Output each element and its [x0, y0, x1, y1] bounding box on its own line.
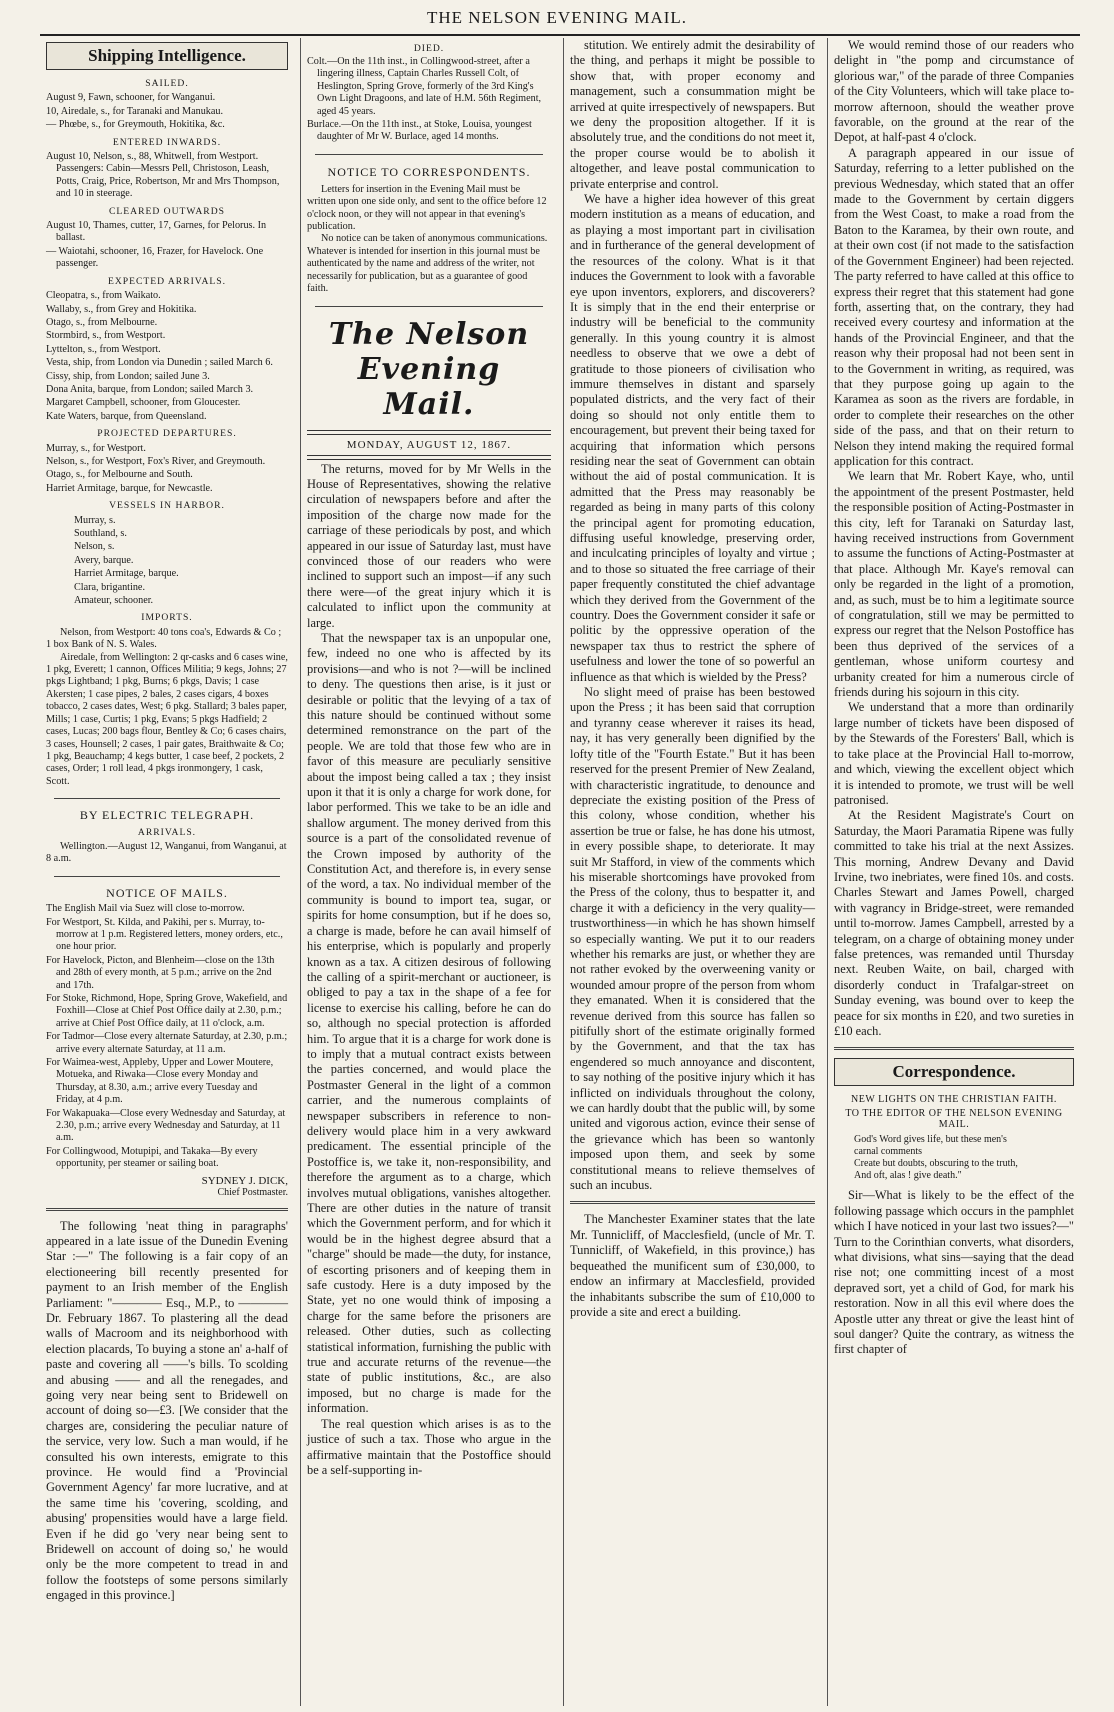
column-2: [300, 38, 557, 1706]
sailed-heading: SAILED.: [145, 78, 189, 89]
died-heading: DIED.: [413, 43, 445, 54]
divider: [54, 798, 280, 799]
column-3: [563, 38, 821, 1706]
list-item: Southland, s.: [74, 528, 127, 539]
list-item: Dona Anita, barque, from London; sailed March 3.: [46, 383, 254, 395]
expected-heading: EXPECTED ARRIVALS.: [107, 275, 227, 287]
list-item: For Wakapuaka—Close every Wednesday and Saturday, at 2.30, p.m.; arrive every Wednesday and Saturday, at 11 a.m.: [46, 1107, 286, 1144]
divider: [834, 1047, 1074, 1050]
leading-article-continued: [570, 38, 815, 1193]
list-item: And oft, alas ! give death.": [854, 1170, 962, 1182]
list-item: Nelson, s., for Westport, Fox's River, and Greymouth.: [46, 455, 266, 467]
projected-heading: PROJECTED DEPARTURES.: [97, 428, 237, 440]
list-item: For Tadmor—Close every alternate Saturday, at 2.30, p.m.; arrive every alternate Saturday, at 11 a.m.: [46, 1031, 288, 1055]
correspondence-heading: NEW LIGHTS ON THE CHRISTIAN FAITH.: [851, 1094, 1057, 1106]
projected-list: [46, 443, 288, 496]
harbor-heading: VESSELS IN HARBOR.: [109, 500, 225, 512]
mails-heading: NOTICE OF MAILS.: [106, 885, 228, 900]
list-item: Create but doubts, obscuring to the truth,: [854, 1158, 1018, 1170]
arrivals-text: Wellington.—August 12, Wanganui, from Wanganui, at 8 a.m.: [46, 840, 287, 865]
list-item: God's Word gives life, but these men's: [854, 1134, 1007, 1146]
list-item: For Waimea-west, Appleby, Upper and Lower Moutere, Motueka, and Riwaka—Close every Monday and Thursday, at 8.30, a.m.; arrive every Tuesday and Friday, at 4 p.m.: [46, 1057, 274, 1106]
died-list: [307, 56, 551, 144]
sailed-list: [46, 92, 288, 131]
list-item: The real question which arises is as to the justice of such a tax. Those who argue in the affirmative maintain that the Postoffice should be a self-supporting in-: [307, 1416, 551, 1477]
list-item: Murray, s., for Westport.: [46, 442, 146, 454]
list-item: Harriet Armitage, barque.: [74, 568, 179, 580]
list-item: Vesta, ship, from London via Dunedin ; sailed March 6.: [46, 357, 273, 369]
list-item: For Collingwood, Motupipi, and Takaka—By every opportunity, per steamer or sailing boat.: [46, 1145, 258, 1170]
list-item: We have a higher idea however of this great modern institution as a means of education, and as playing a most important part in civilisation and in furtherance of the general development of the resources of the colony. What is it that induces the Government to look with a favorable eye upon inventors, explorers, and discoverers? It is simply that in the end their enterprise or industry will be beneficial to the community generally. In this young country it is almost needless to observe that we owe a debt of gratitude to those pioneers of civilisation who immure themselves in distant and sparsely populated districts, and the very fact of their doing so should not only entitle them to encouragement, but prevent their being taxed for acquiring that information which persons residing near the seat of Government can obtain without the aid of postal communication. It is admitted that the Press may reasonably be regarded as being in many parts of this colony the principal agent for promoting education, diffusing useful knowledge, preserving order, and inculcating principles of loyalty and virtue ; and to those so situated the free carriage of their paper frequently constituted the chief advantage which they derived from the Government of the country. Does the Government consider it safe or politic by the oppressive operation of the newspaper tax thus to restrict the sphere of usefulness and lower the tone of so powerful an influence as that which is wielded by the Press?: [570, 192, 815, 684]
list-item: — Waiotahi, schooner, 16, Frazer, for Havelock. One passenger.: [46, 245, 264, 270]
masthead: THE NELSON EVENING MAIL.: [426, 8, 688, 27]
title-rule: [307, 430, 551, 435]
list-item: Amateur, schooner.: [74, 595, 154, 607]
list-item: That the newspaper tax is an unpopular one, few, indeed no one who is affected by its provisions—and who is not ?—will be inclined to deny. The questions then arise, is it just or desirable or politic that the levying of a tax of this nature should be continued without some determined remonstrance on the part of the people. We are told that those few who are in favor of this measure are peculiarly sensitive about the impost being called a tax ; they insist upon it that it is only a charge for work done, for labor performed. This we take to be an idle and shallow argument. The money derived from this source is a part of the consolidated revenue of the Crown imposed by authority of the Constitution Act, and therefore is, in every sense of the word, a tax. No individual member of the community is bound to import tea, sugar, or spirits for home consumption, but if he does so, a charge is made, before he can avail himself of his enterprise, which is popularly and properly known as a tax. A citizen desirous of following the calling of a spirit-merchant or auctioneer, is obliged to pay a tax in the shape of a fee for license to exercise his calling, before he can do so, although no special protection is afforded him. To argue that it is a charge for work done is to imply that a mutual contract exists between the parties concerned, and would place the Postmaster General in the light of a common carrier, and the numerous complaints of newspaper subscribers in reference to non-delivery would place him in a very awkward predicament. The essential principle of the Postoffice is, we take it, non-responsibility, and therefore the argument as to a charge, which involves mutual obligations, vanishes altogether. There are other duties in the nature of transit which the Government perform, and for which it would be in the highest degree absurd that a "charge" should be made—the duty, for instance, of escorting prisoners and of keeping them in safe custody. Here is a duty imposed by the State, yet no one would think of imposing a charge for the same before the prisoners are released. Other duties, such as collecting statistical information, furnishing the public with true and accurate returns of the revenue—the state of public institutions, &c., are also imposed, but no charge is made for the information.: [307, 630, 551, 1416]
list-item: The returns, moved for by Mr Wells in the House of Representatives, showing the relative circulation of newspapers before and after the imposition of the charge now made for the carriage of these periodicals by post, and which appeared in our issue of Saturday last, must have convinced those of our readers who were inclined to support such an impost—if any such there were—of the great injury which it is calculated to inflict upon the community at large.: [307, 461, 551, 630]
expected-list: [46, 290, 288, 423]
column-4: [827, 38, 1080, 1706]
list-item: Stormbird, s., from Westport.: [46, 330, 166, 342]
list-item: No notice can be taken of anonymous communications. Whatever is intended for insertion in this journal must be authenticated by the name and address of the writer, not necessarily for publication, but as a guarantee of good faith.: [307, 233, 548, 295]
list-item: Cleopatra, s., from Waikato.: [46, 290, 161, 302]
cleared-list: [46, 220, 288, 271]
list-item: Airedale, from Wellington: 2 qr-casks and 6 cases wine, 1 pkg, Everett; 1 cannon, Offices Militia; 9 kegs, Johns; 27 pkgs Lightband; 1 pkg, Burns; 6 pkgs, Davis; 1 case Akersten; 1 case pipes, 2 bales, 2 cases cigars, 4 boxes tobacco, 2 cases dates, West; 6 pkg. Stallard; 3 bales paper, Mills; 1 case, Curtis; 1 pkg, Evans; 5 pkgs Hadfield; 2 cases, Lucas; 200 bags flour, Bentley & Co; 6 cases chairs, 3 cases, Hounsell; 2 cases, 1 pair gates, Braithwaite & Co; 1 pkg, Beauchamp; 4 kegs butter, 1 case beef, 2 pockets, 2 cases, Order; 1 roll lead, 4 pkgs ironmongery, 1 cask, Scott.: [46, 651, 288, 787]
cleared-heading: CLEARED OUTWARDS: [109, 205, 225, 217]
leading-article: [307, 462, 551, 1479]
epigraph-verse: [834, 1134, 1074, 1182]
list-item: Margaret Campbell, schooner, from Gloucester.: [46, 397, 241, 409]
letter-text: Sir—What is likely to be the effect of the following passage which occurs in the pamphlet which I have noticed in your last two issues?—" Turn to the Corinthian converts, what disorders, what divisions, what sins—saying that the dead rise not; one committing incest of a most depraved sort, yet a child of God, for mark his restoration. Now in all this evil where does the Apostle utter any threat or give the least hint of soul danger? Quite the contrary, as witness the first chapter of: [834, 1188, 1074, 1357]
list-item: August 10, Thames, cutter, 17, Garnes, for Pelorus. In ballast.: [46, 220, 267, 244]
notice-heading: NOTICE TO CORRESPONDENTS.: [327, 164, 531, 179]
list-item: A paragraph appeared in our issue of Saturday, referring to a letter published on the previous Wednesday, which stated that an offer made to the Government by certain diggers from the West Coast, to make a road from the Baton to the Karamea, by their own route, and at their own cost (if not made to the satisfaction of the Government Engineer) had been rejected. The party referred to have called at this office to express their regret that this statement had gone forth, asserting that, on the contrary, they had received every courtesy and information at the hands of the Provincial Engineer, and that the reason why their proposal had not been sent in to the Government in writing, as required, was that they purpose going up again to the Karamea as soon as the rivers are fordable, in order to complete their researches on the other side of the pass, and that on their return to Nelson they intend making the required formal application for this contract.: [834, 145, 1074, 468]
local-news: [834, 38, 1074, 1039]
list-item: Letters for insertion in the Evening Mail must be written upon one side only, and sent to the office before 12 o'clock noon, or they will not appear in that evening's publication.: [307, 183, 547, 233]
paragraph-item: The following 'neat thing in paragraphs' appeared in a late issue of the Dunedin Evening Star :—" The following is a fair copy of an electioneering bill recently presented for payment to an Irish member of the English Parliament: "———— Esq., M.P., to ———— Dr. February 1867. To plastering all the dead walls of Macroom and its neighborhood with election placards, To buying a stone an' a-half of paste and covering all ——'s bills. To scolding and abusing —— and all the renegades, and going very near being sent to Bridewell on account of doing so—£3. [We consider that the charges are, considering the peculiar nature of the service, very low. Such a man would, if he consulted his own interests, emigrate to this province. He would find a 'Provincial Government Agency' far more lucrative, and at the same time his 'covering, scolding, and abusing' propensities would have a large field. Even if he did go 'very near being sent to Bridewell on account of doing so,' he would only be the more competent to tread in and follow the footsteps of some persons similarly engaged in this province.]: [46, 1218, 288, 1603]
list-item: Wallaby, s., from Grey and Hokitika.: [46, 303, 197, 315]
list-item: — Phœbe, s., for Greymouth, Hokitika, &c.: [46, 119, 225, 131]
list-item: Harriet Armitage, barque, for Newcastle.: [46, 482, 213, 494]
list-item: We would remind those of our readers who delight in "the pomp and circumstance of glorious war," of the parade of three Companies of the City Volunteers, which will take place to-morrow afternoon, should the weather prove favorable, on the ground at the rear of the Depot, at half-past 4 o'clock.: [834, 38, 1074, 145]
correspondence-addressee: TO THE EDITOR OF THE NELSON EVENING MAIL.: [845, 1108, 1063, 1131]
list-item: carnal comments: [854, 1146, 923, 1158]
divider: [315, 154, 543, 155]
list-item: 10, Airedale, s., for Taranaki and Manukau.: [46, 105, 224, 117]
paper-title: The Nelson Evening Mail.: [328, 316, 530, 422]
list-item: The English Mail via Suez will close to-morrow.: [46, 903, 245, 915]
list-item: Nelson, s.: [74, 541, 115, 553]
list-item: Lyttelton, s., from Westport.: [46, 343, 161, 355]
list-item: Nelson, from Westport: 40 tons coa's, Edwards & Co ; 1 box Bank of N. S. Wales.: [46, 626, 282, 651]
divider: [570, 1201, 815, 1204]
list-item: Otago, s., for Melbourne and South.: [46, 469, 193, 481]
masthead-rule: [40, 34, 1080, 36]
correspondence-title: Correspondence.: [834, 1058, 1074, 1086]
list-item: We learn that Mr. Robert Kaye, who, until the appointment of the present Postmaster, held the responsible position of Acting-Postmaster in this city, left for Taranaki on Saturday last, having received instructions from Government to assume the functions of Acting-Postmaster at that place. Although Mr. Kaye's removal can only be regarded in the light of a promotion, and, as such, must be to him a legitimate source of congratulation, still we may be permitted to express our regret that the Nelson Postoffice has been thus deprived of the services of a gentleman, whose uniform courtesy and urbanity created for him a numerous circle of friends during his sojourn in this city.: [834, 469, 1074, 700]
issue-date: MONDAY, AUGUST 12, 1867.: [346, 438, 512, 451]
list-item: No slight meed of praise has been bestowed upon the Press ; it has been said that corruption and tyranny cease wherever it raises its head, nay, it has very generally been dignified by the lofty title of the "Fourth Estate." But it has been reserved for the present Premier of New Zealand, with characteristic ingratitude, to denounce and depreciate the existing position of the Press of this colony, whose condition, whether his assertion be true or false, he has done his utmost, in every possible shape, to deteriorate. It may suit Mr Stafford, in view of the comments which his miserable shortcomings have provoked from the Press of the colony, thus to bespatter it, and charge it with a deficiency in the very quality—trustworthiness—in which he has shown himself so especially wanting. We put it to our readers whether his remarks are just, or whether they are not rather evoked by the overweening vanity or wounded amour propre of the person from whom they emanated. When it is considered that the revenue derived from this source has fallen so pitifully short of the estimate originally formed by the Government, and that the tax has engendered so much annoyance and discontent, to say nothing of the positive injury which it has inflicted on individuals throughout the colony, we can hardly doubt that the public will, by some united and vigorous action, evince their sense of the grievance which has been so wantonly imposed upon them, and seek by some constitutional means to relieve themselves of such an incubus.: [570, 685, 816, 1193]
list-item: For Stoke, Richmond, Hope, Spring Grove, Wakefield, and Foxhill—Close at Chief Post Office daily at 2.30, p.m.; arrive at Chief Post Office daily, at 11 o'clock, a.m.: [46, 993, 288, 1029]
list-item: stitution. We entirely admit the desirability of the thing, and perhaps it might be possible to show that, with proper economy and management, such a consummation might be arrived at quite irrespectively of newspapers. But we deny the proposition altogether. If it is absolutely true, and the conditions do not meet it, the proper course would be to abolish it altogether, and leave postal communication to private enterprise and control.: [570, 38, 816, 191]
telegraph-heading: BY ELECTRIC TELEGRAPH.: [79, 808, 255, 823]
list-item: August 9, Fawn, schooner, for Wanganui.: [46, 92, 216, 104]
entered-text: August 10, Nelson, s., 88, Whitwell, from Westport. Passengers: Cabin—Messrs Pell, Christoson, Leash, Potts, Craig, Price, Robertson, Mr and Mrs Thompson, and 10 in steerage.: [46, 151, 280, 200]
mails-list: [46, 903, 288, 1171]
arrivals-heading: ARRIVALS.: [137, 826, 197, 838]
date-rule: [307, 455, 551, 460]
list-item: Colt.—On the 11th inst., in Collingwood-street, after a lingering illness, Captain Charles Russell Colt, of Heslington, Spring Grove, formerly of the 3rd King's Own Light Dragoons, and late of H.M. 56th Regiment, aged 45 years.: [307, 56, 542, 117]
list-item: Burlace.—On the 11th inst., at Stoke, Louisa, youngest daughter of Mr W. Burlace, aged 14 months.: [307, 119, 532, 143]
imports-heading: IMPORTS.: [141, 612, 193, 624]
harbor-list: [46, 515, 288, 608]
column-1: [40, 38, 294, 1706]
shipping-title: Shipping Intelligence.: [46, 42, 288, 70]
list-item: At the Resident Magistrate's Court on Saturday, the Maori Paramatia Ripene was fully committed to take his trial at the next Assizes. This morning, Andrew Devany and David Irvine, two inebriates, were fined 10s. and costs. Charles Stewart and James Powell, charged with vagrancy in Bridge-street, were remanded until to-morrow. James Campbell, arrested by a telegram, on a charge of obtaining money under false pretences, was remanded until Thursday next. Reuben Waite, on bail, charged with disorderly conduct in Trafalgar-street on Sunday evening, was bound over to keep the peace for six months in £20, and two sureties in £10 each.: [834, 808, 1074, 1038]
divider: [54, 876, 280, 877]
list-item: For Westport, St. Kilda, and Pakihi, per s. Murray, to-morrow at 1 p.m. Registered letters, money orders, etc., one hour prior.: [46, 916, 283, 953]
mails-signature-title: Chief Postmaster.: [217, 1187, 288, 1199]
entered-heading: ENTERED INWARDS.: [112, 136, 222, 148]
list-item: Avery, barque.: [74, 554, 134, 566]
list-item: Clara, brigantine.: [74, 581, 146, 593]
shipping-section: [46, 78, 288, 1200]
manchester-paragraph: The Manchester Examiner states that the late Mr. Tunnicliff, of Macclesfield, (uncle of Mr. T. Tunnicliff, of Wakefield, in this province,) has bequeathed the munificent sum of £30,000, to endow an infirmary at Macclesfield, provided the inhabitants subscribe the sum of £10,000 to provide a site and erect a building.: [570, 1212, 815, 1319]
imports-list: [46, 627, 288, 788]
notice-list: [307, 184, 551, 296]
list-item: Kate Waters, barque, from Queensland.: [46, 410, 207, 422]
mails-signature: SYDNEY J. DICK,: [201, 1174, 288, 1187]
list-item: Murray, s.: [74, 514, 116, 526]
divider: [315, 306, 543, 307]
list-item: Cissy, ship, from London; sailed June 3.: [46, 370, 210, 382]
list-item: We understand that a more than ordinarily large number of tickets have been disposed of by the Stewards of the Foresters' Ball, which is to take place at the Provincial Hall to-morrow, and which, viewing the excellent object which it is intended to promote, we trust will be well patronised.: [834, 700, 1074, 807]
list-item: For Havelock, Picton, and Blenheim—close on the 13th and 28th of every month, at 5 p.m.; arrive on the 2nd and 17th.: [46, 954, 275, 991]
list-item: Otago, s., from Melbourne.: [46, 316, 158, 328]
divider: [46, 1208, 288, 1211]
